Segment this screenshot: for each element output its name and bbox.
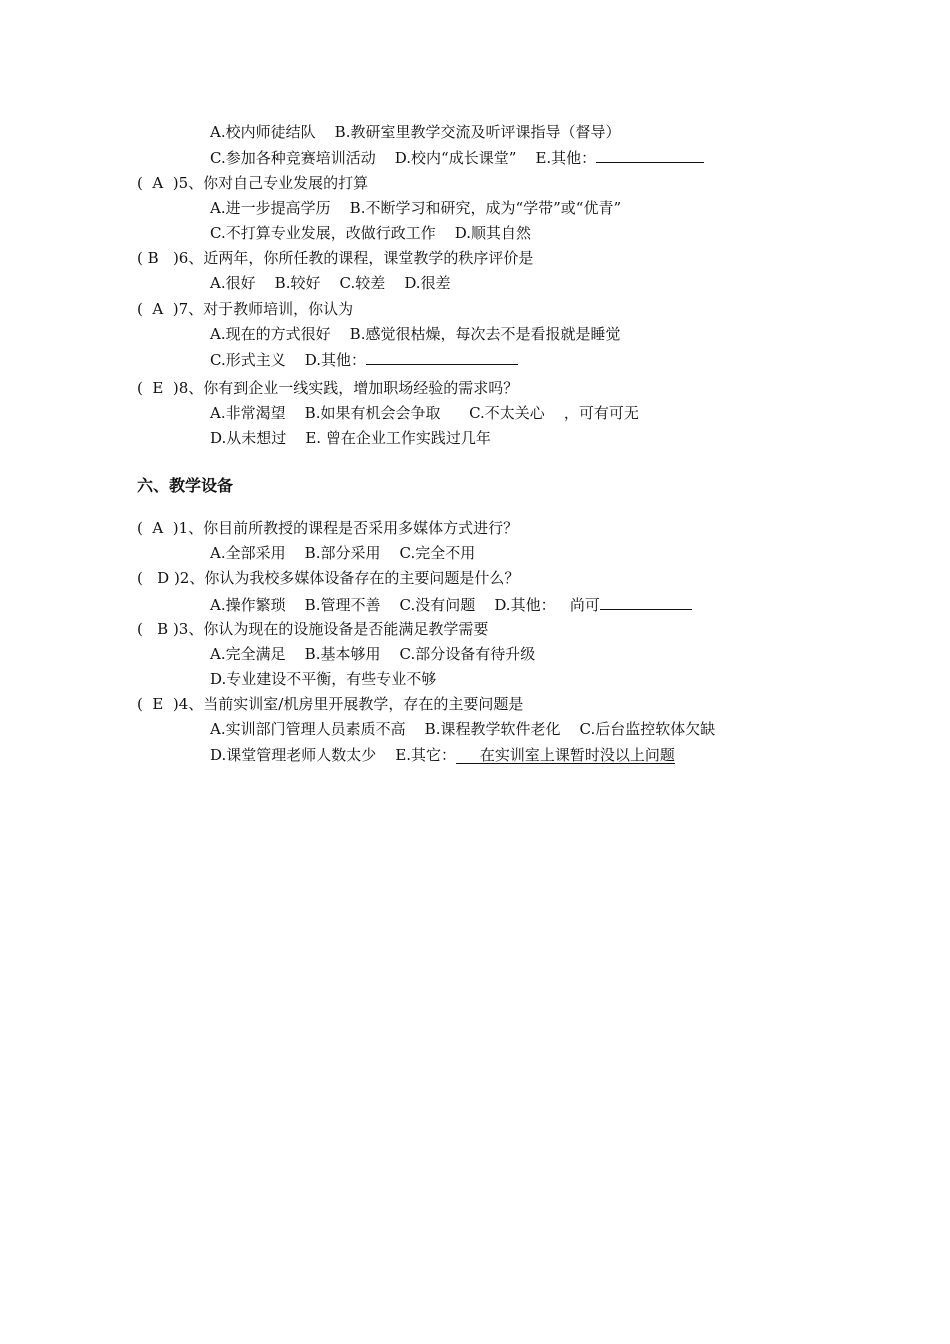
option-line: A.非常渴望 B.如果有机会会争取 C.不太关心 ，可有可无 — [210, 404, 639, 422]
option-line: A.实训部门管理人员素质不高 B.课程教学软件老化 C.后台监控软体欠缺 — [210, 720, 716, 738]
option-line: A.校内师徒结队 B.教研室里教学交流及听评课指导（督导） — [210, 123, 621, 141]
option-line: A.进一步提高学历 B.不断学习和研究，成为“学带”或“优青” — [210, 199, 622, 217]
section-heading: 六、教学设备 — [137, 476, 234, 495]
option-line: C.参加各种竞赛培训活动 D.校内“成长课堂” E.其他： — [210, 147, 704, 168]
answer-blank — [366, 349, 518, 365]
question-4: ( E )4、当前实训室/机房里开展教学，存在的主要问题是 — [137, 695, 524, 713]
option-line: C.不打算专业发展，改做行政工作 D.顺其自然 — [210, 224, 532, 242]
question-6: ( B )6、近两年，你所任教的课程，课堂教学的秩序评价是 — [137, 249, 534, 267]
option-line: A.很好 B.较好 C.较差 D.很差 — [210, 274, 451, 292]
option-line: C.形式主义 D.其他： — [210, 349, 518, 370]
filled-answer: 在实训室上课暂时没以上问题 — [456, 746, 675, 764]
question-2: ( D )2、你认为我校多媒体设备存在的主要问题是什么？ — [137, 569, 520, 587]
question-3: ( B )3、你认为现在的设施设备是否能满足教学需要 — [137, 620, 489, 638]
question-8: ( E )8、你有到企业一线实践，增加职场经验的需求吗？ — [137, 379, 519, 397]
option-line: A.完全满足 B.基本够用 C.部分设备有待升级 — [210, 645, 536, 663]
option-line: D.专业建设不平衡，有些专业不够 — [210, 670, 437, 688]
option-line: A.操作繁琐 B.管理不善 C.没有问题 D.其他： 尚可 — [210, 594, 692, 615]
option-line: A.全部采用 B.部分采用 C.完全不用 — [210, 544, 476, 562]
question-5: ( A )5、你对自己专业发展的打算 — [137, 174, 369, 192]
question-1: ( A )1、你目前所教授的课程是否采用多媒体方式进行？ — [137, 519, 519, 537]
answer-blank — [596, 147, 704, 163]
option-line: A.现在的方式很好 B.感觉很枯燥，每次去不是看报就是睡觉 — [210, 325, 621, 343]
answer-blank — [600, 594, 692, 610]
question-7: ( A )7、对于教师培训，你认为 — [137, 300, 354, 318]
option-line: D.从未想过 E. 曾在企业工作实践过几年 — [210, 429, 491, 447]
option-line: D.课堂管理老师人数太少 E.其它： 在实训室上课暂时没以上问题 — [210, 746, 675, 764]
